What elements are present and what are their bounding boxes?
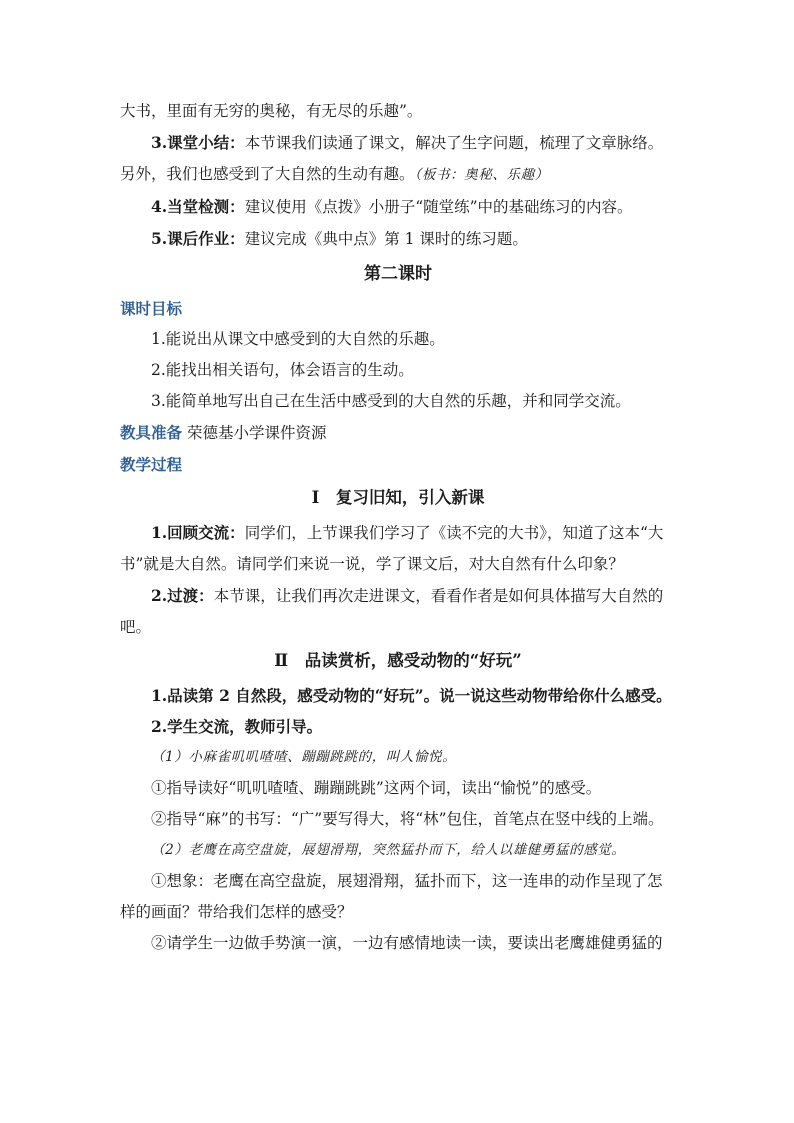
instruction-item: ①想象：老鹰在高空盘旋，展翅滑翔，猛扑而下，这一连串的动作呈现了怎样的画面？带给我们怎样的感受？ xyxy=(120,872,663,921)
paragraph-class-summary xyxy=(120,127,676,191)
label-class-summary: 3.课堂小结： xyxy=(151,133,245,152)
paragraph-continuation: 大书，里面有无穷的奥秘，有无尽的乐趣”。 xyxy=(120,102,423,120)
tools-line xyxy=(120,417,676,449)
paragraph-review-exchange xyxy=(120,517,676,580)
text-homework: 建议完成《典中点》第 1 课时的练习题。 xyxy=(244,230,528,248)
text-transition: 本节课，让我们再次走进课文，看看作者是如何具体描写大自然的吧。 xyxy=(120,587,664,636)
paragraph-reading-task: 1.品读第 2 自然段，感受动物的“好玩”。说一说这些动物带给你什么感受。 xyxy=(151,686,672,705)
lesson-title: 第二课时 xyxy=(364,264,432,284)
document-body xyxy=(120,96,676,959)
label-review-exchange: 1.回顾交流： xyxy=(151,523,245,542)
blackboard-note: （板书：奥秘、乐趣） xyxy=(414,167,549,183)
section-title-reading: Ⅱ 品读赏析，感受动物的“好玩” xyxy=(274,651,522,670)
label-transition: 2.过渡： xyxy=(151,586,214,605)
label-in-class-test: 4.当堂检测： xyxy=(151,197,245,216)
paragraph-student-exchange: 2.学生交流，教师引导。 xyxy=(151,717,323,736)
quote-eagle: （2）老鹰在高空盘旋，展翅滑翔，突然猛扑而下，给人以雄健勇猛的感觉。 xyxy=(151,842,626,858)
goal-item: 2.能找出相关语句，体会语言的生动。 xyxy=(151,361,414,379)
tools-heading: 教具准备 xyxy=(120,423,183,442)
goal-item: 3.能简单地写出自己在生活中感受到的大自然的乐趣，并和同学交流。 xyxy=(151,392,631,410)
quote-sparrow: （1）小麻雀叽叽喳喳、蹦蹦跳跳的，叫人愉悦。 xyxy=(151,749,457,765)
paragraph-transition xyxy=(120,580,676,643)
goal-item: 1.能说出从课文中感受到的大自然的乐趣。 xyxy=(151,330,445,348)
text-in-class-test: 建议使用《点拨》小册子“随堂练”中的基础练习的内容。 xyxy=(244,198,633,216)
goals-heading: 课时目标 xyxy=(120,299,183,318)
instruction-item: ①指导读好“叽叽喳喳、蹦蹦跳跳”这两个词，读出“愉悦”的感受。 xyxy=(151,779,602,797)
paragraph-in-class-test xyxy=(120,191,676,223)
instruction-item: ②指导“麻”的书写：“广”要写得大，将“林”包住，首笔点在竖中线的上端。 xyxy=(151,810,664,828)
paragraph-homework xyxy=(120,223,676,255)
text-review-exchange: 同学们，上节课我们学习了《读不完的大书》，知道了这本“大书”就是大自然。请同学们来说一说，学了课文后，对大自然有什么印象？ xyxy=(120,524,664,573)
tools-text: 荣德基小学课件资源 xyxy=(182,424,327,442)
text-class-summary: 本节课我们读通了课文，解决了生字问题，梳理了文章脉络。另外，我们也感受到了大自然的生动有趣。 xyxy=(120,134,664,183)
label-homework: 5.课后作业： xyxy=(151,229,245,248)
process-heading: 教学过程 xyxy=(120,455,183,474)
instruction-item: ②请学生一边做手势演一演，一边有感情地读一读，要读出老鹰雄健勇猛的 xyxy=(151,934,663,952)
section-title-review: Ⅰ 复习旧知，引入新课 xyxy=(311,488,485,507)
